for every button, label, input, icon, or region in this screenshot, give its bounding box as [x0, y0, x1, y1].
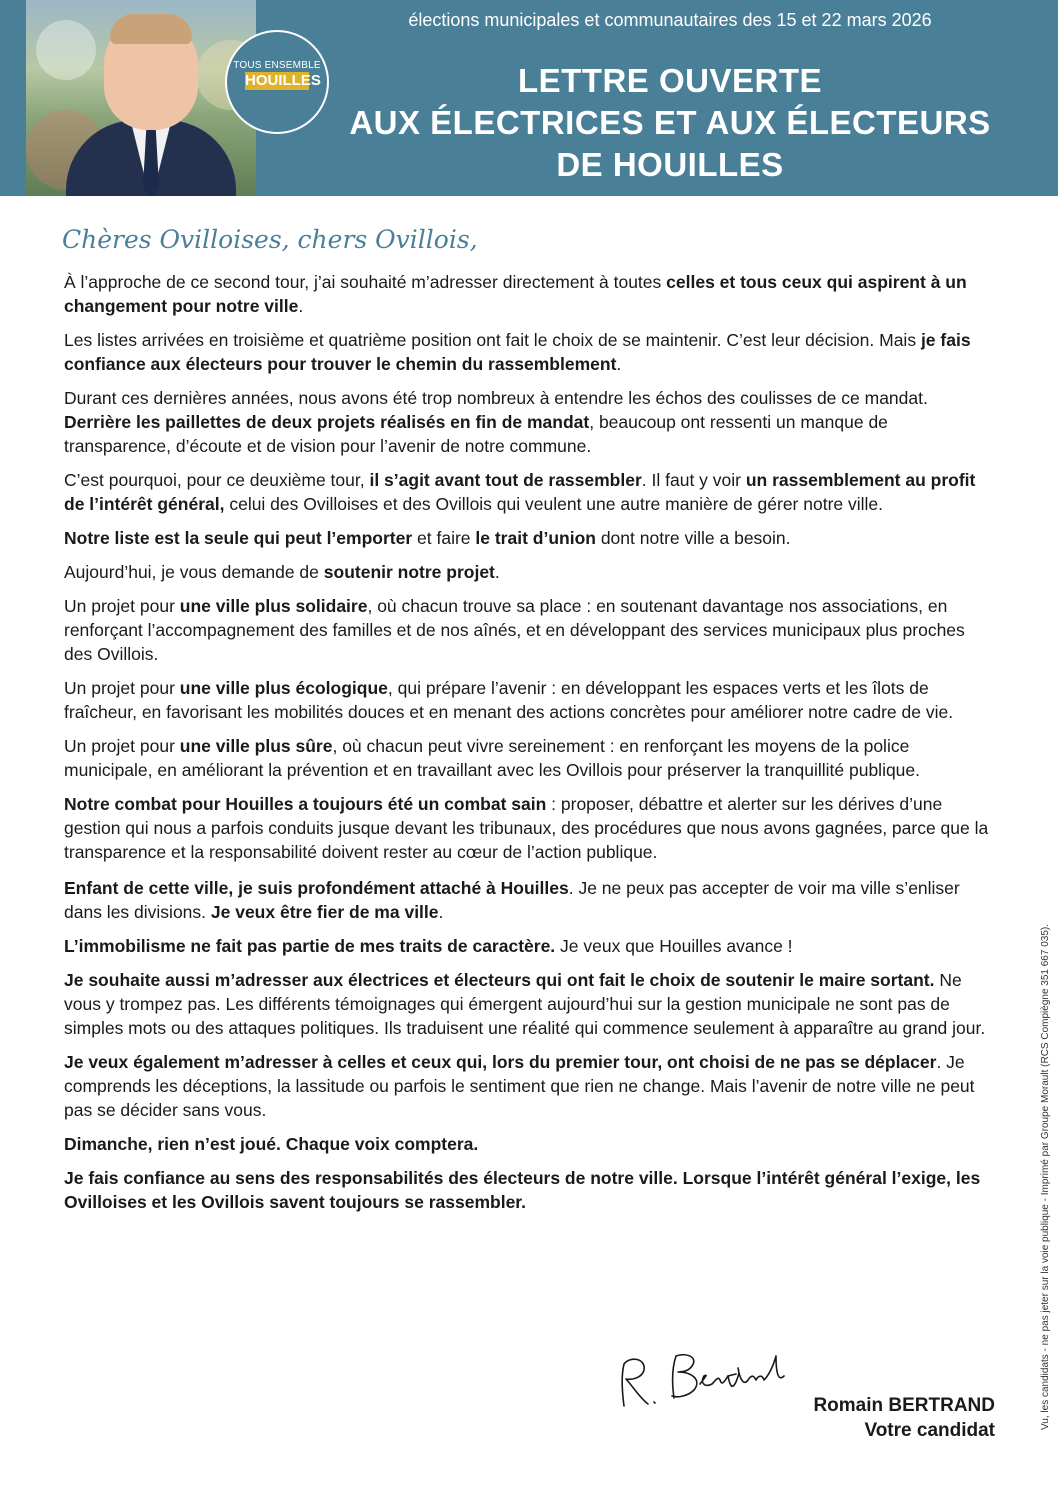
paragraph-text: Durant ces dernières années, nous avons été trop nombreux à entendre les échos des coulisses de ce mandat. — [64, 388, 928, 408]
letter-paragraph — [64, 468, 996, 516]
letter-body — [64, 270, 996, 1224]
paragraph-text: C’est pourquoi, pour ce deuxième tour, — [64, 470, 370, 490]
signatory-name: Romain BERTRAND — [813, 1395, 995, 1416]
letter-paragraph — [64, 386, 996, 458]
photo-hair — [110, 14, 192, 44]
paragraph-text: . Il faut y voir — [641, 470, 746, 490]
paragraph-text: , qui prépare l’avenir : en développant les espaces verts et les îlots de fraîcheur, en favorisant les mobilités douces et en menant des actions concrètes pour améliorer notre cadre de vie. — [64, 678, 954, 722]
paragraph-text: . Je ne peux pas accepter de voir ma ville s’enliser dans les divisions. — [64, 878, 960, 922]
emphasis-text: il s’agit avant tout de rassembler — [369, 470, 642, 490]
emphasis-text: Je veux également m’adresser à celles et ceux qui, lors du premier tour, ont choisi de ne pas se déplacer — [64, 1052, 937, 1072]
candidate-photo — [26, 0, 256, 196]
paragraph-text: , où chacun peut vivre sereinement : en renforçant les moyens de la police municipale, en améliorant la prévention et en travaillant avec les Ovillois pour préserver la tranquillité publique. — [64, 736, 921, 780]
emphasis-text: Dimanche, rien n’est joué. Chaque voix comptera. — [64, 1134, 479, 1154]
letter-paragraph — [64, 968, 996, 1040]
emphasis-text: je fais confiance aux électeurs pour trouver le chemin du rassemblement — [64, 330, 971, 374]
emphasis-text: Enfant de cette ville, je suis profondément attaché à Houilles — [64, 878, 569, 898]
paragraph-text: . — [616, 354, 622, 374]
emphasis-text: Notre liste est la seule qui peut l’emporter — [64, 528, 413, 548]
paragraph-text: Ne vous y trompez pas. Les différents témoignages qui émergent aujourd’hui sur la gestion municipale ne sont pas de simples mots ou des attaques politiques. Ils traduisent une réalité qui commence seulement à apparaître au grand jour. — [64, 970, 986, 1038]
paragraph-text: . — [494, 562, 500, 582]
paragraph-text: , beaucoup ont ressenti un manque de transparence, d’écoute et de vision pour l’avenir de notre commune. — [64, 412, 888, 456]
logo-text-main: HOUILLES — [245, 72, 321, 89]
emphasis-text: une ville plus écologique — [179, 678, 388, 698]
letter-paragraph — [64, 560, 996, 584]
paragraph-text: Un projet pour — [64, 596, 180, 616]
greeting: Chères Ovilloises, chers Ovillois, — [62, 225, 478, 254]
paragraph-text: dont notre ville a besoin. — [595, 528, 791, 548]
legal-imprint: Vu, les candidats - ne pas jeter sur la voie publique - Imprimé par Groupe Morault (RCS Compiègne 351 667 035). — [1040, 923, 1051, 1430]
title-line: DE HOUILLES — [556, 146, 784, 183]
paragraph-text: . — [298, 296, 304, 316]
paragraph-text: . — [438, 902, 444, 922]
emphasis-text: Notre combat pour Houilles a toujours été un combat sain — [64, 794, 547, 814]
letter-paragraph — [64, 676, 996, 724]
letter-paragraph — [64, 734, 996, 782]
letter-paragraph — [64, 934, 996, 958]
letter-paragraph — [64, 526, 996, 550]
paragraph-text: Aujourd’hui, je vous demande de — [64, 562, 324, 582]
letter-paragraph — [64, 1132, 996, 1156]
paragraph-text: , où chacun trouve sa place : en soutenant davantage nos associations, en renforçant l’accompagnement des familles et de nos aînés, et en développant des services municipaux plus proches des Ovillois. — [64, 596, 965, 664]
emphasis-text: un rassemblement au profit de l’intérêt général, — [64, 470, 976, 514]
logo-text-top: TOUS ENSEMBLE — [233, 60, 321, 71]
emphasis-text: Je fais confiance au sens des responsabilités des électeurs de notre ville. Lorsque l’intérêt général l’exige, les Ovilloises et les Ovillois savent toujours se rassembler. — [64, 1168, 981, 1212]
paragraph-text: Un projet pour — [64, 678, 180, 698]
emphasis-text: le trait d’union — [475, 528, 596, 548]
paragraph-text: . Je comprends les déceptions, la lassitude ou parfois le sentiment que rien ne change. Mais l’avenir de notre ville ne peut pas se décider sans vous. — [64, 1052, 975, 1120]
paragraph-text: À l’approche de ce second tour, j’ai souhaité m’adresser directement à toutes — [64, 272, 667, 292]
emphasis-text: Je veux être fier de ma ville — [210, 902, 439, 922]
paragraph-text: et faire — [412, 528, 476, 548]
letter-paragraph — [64, 328, 996, 376]
letter-paragraph — [64, 876, 996, 924]
paragraph-text: Je veux que Houilles avance ! — [555, 936, 793, 956]
paragraph-text: Les listes arrivées en troisième et quatrième position ont fait le choix de se maintenir. C’est leur décision. Mais — [64, 330, 921, 350]
election-subtitle: élections municipales et communautaires des 15 et 22 mars 2026 — [408, 10, 932, 30]
emphasis-text: Derrière les paillettes de deux projets réalisés en fin de mandat — [64, 412, 590, 432]
letter-paragraph — [64, 594, 996, 666]
letter-title — [300, 60, 1040, 186]
emphasis-text: une ville plus sûre — [179, 736, 333, 756]
paragraph-text: : proposer, débattre et alerter sur les dérives d’une gestion qui nous a parfois conduits jusque devant les tribunaux, des procédures que nous avons gagnées, parce que la transparence et la responsabilité doivent rester au cœur de l’action publique. — [64, 794, 989, 862]
signatory — [813, 1393, 995, 1443]
photo-background-blur — [36, 20, 96, 80]
letter-paragraph — [64, 1166, 996, 1214]
letter-paragraph — [64, 270, 996, 318]
letter-paragraph — [64, 792, 996, 864]
title-line: AUX ÉLECTRICES ET AUX ÉLECTEURS — [349, 104, 991, 141]
emphasis-text: soutenir notre projet — [323, 562, 495, 582]
letter-paragraph — [64, 1050, 996, 1122]
paragraph-text: celui des Ovilloises et des Ovillois qui veulent une autre manière de gérer notre ville. — [224, 494, 884, 514]
header-band — [0, 0, 1058, 196]
title-line: LETTRE OUVERTE — [517, 62, 823, 99]
emphasis-text: celles et tous ceux qui aspirent à un changement pour notre ville — [64, 272, 967, 316]
emphasis-text: L’immobilisme ne fait pas partie de mes traits de caractère. — [64, 936, 556, 956]
handwritten-signature — [612, 1346, 802, 1426]
signatory-role: Votre candidat — [864, 1420, 995, 1441]
emphasis-text: Je souhaite aussi m’adresser aux électrices et électeurs qui ont fait le choix de soutenir le maire sortant. — [64, 970, 935, 990]
emphasis-text: une ville plus solidaire — [179, 596, 368, 616]
paragraph-text: Un projet pour — [64, 736, 180, 756]
